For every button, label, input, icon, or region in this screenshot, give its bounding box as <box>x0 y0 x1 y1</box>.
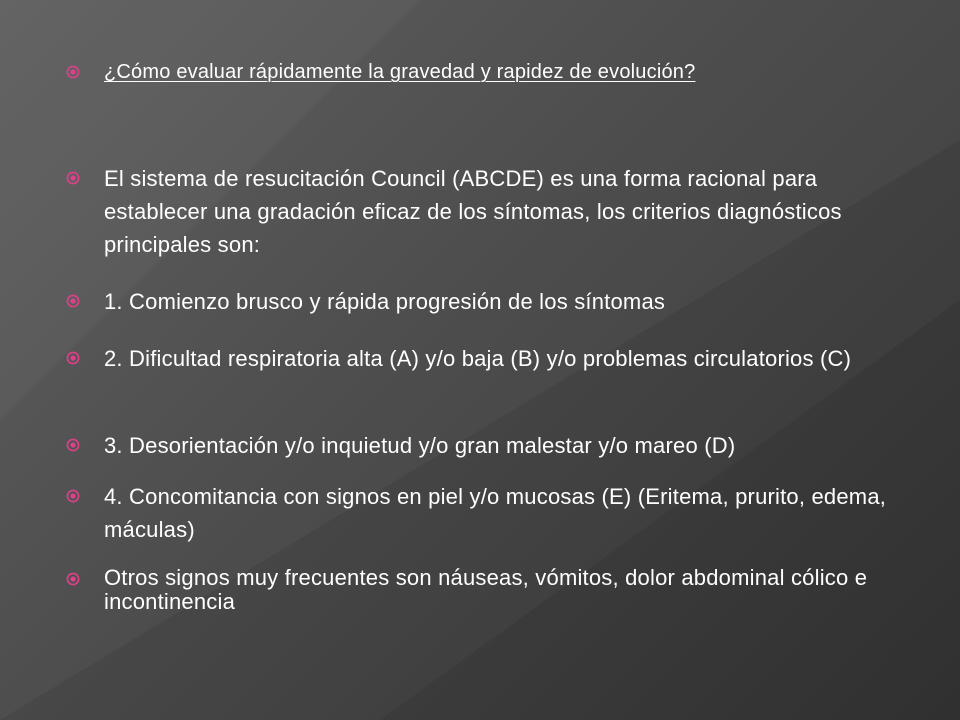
list-item-text: El sistema de resucitación Council (ABCDE) es una forma racional para establecer una gradación eficaz de los síntomas, los criterios diagnósticos principales son: <box>104 166 842 257</box>
list-item-criterion-4 <box>66 480 896 546</box>
list-item-criterion-3 <box>66 429 896 462</box>
list-item-intro <box>66 162 896 261</box>
circled-dot-bullet-icon <box>66 171 80 185</box>
list-item-text: 2. Dificultad respiratoria alta (A) y/o baja (B) y/o problemas circulatorios (C) <box>104 346 852 371</box>
list-item-text: 4. Concomitancia con signos en piel y/o mucosas (E) (Eritema, prurito, edema, máculas) <box>104 484 887 542</box>
circled-dot-bullet-icon <box>66 438 80 452</box>
list-item-text: 3. Desorientación y/o inquietud y/o gran malestar y/o mareo (D) <box>104 433 736 458</box>
list-item-criterion-1 <box>66 285 896 318</box>
slide-title-item <box>66 56 896 89</box>
circled-dot-bullet-icon <box>66 65 80 79</box>
circled-dot-bullet-icon <box>66 294 80 308</box>
slide-title: ¿Cómo evaluar rápidamente la gravedad y rapidez de evolución? <box>104 61 696 83</box>
list-item-text: 1. Comienzo brusco y rápida progresión de los síntomas <box>104 289 666 314</box>
circled-dot-bullet-icon <box>66 489 80 503</box>
circled-dot-bullet-icon <box>66 351 80 365</box>
circled-dot-bullet-icon <box>66 572 80 586</box>
list-item-text: Otros signos muy frecuentes son náuseas, vómitos, dolor abdominal cólico e incontinencia <box>104 565 868 614</box>
list-item-criterion-2 <box>66 342 896 375</box>
list-item-other-signs <box>66 566 896 614</box>
